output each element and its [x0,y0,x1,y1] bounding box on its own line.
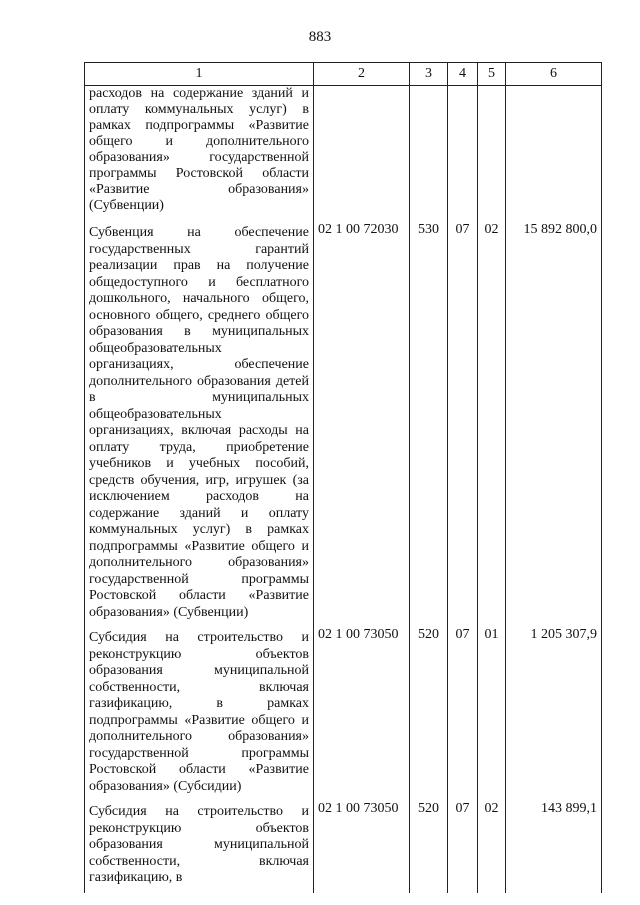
row-description: Субсидия на строительство и реконструкцию объектов образования муниципальной собственности, включая газификацию, в [85,801,314,893]
row-rz: 07 [448,222,478,627]
row-vr: 530 [410,222,448,627]
header-col-5: 5 [478,63,506,86]
row-code: 02 1 00 73050 [314,801,410,893]
header-col-4: 4 [448,63,478,86]
row-rz [448,86,478,223]
budget-table [84,62,602,893]
table-row [85,627,602,801]
row-amount: 15 892 800,0 [506,222,602,627]
row-pr [478,86,506,223]
table-row [85,801,602,893]
row-amount: 143 899,1 [506,801,602,893]
row-rz: 07 [448,627,478,801]
header-col-1: 1 [85,63,314,86]
row-vr: 520 [410,801,448,893]
page-number: 883 [308,29,332,45]
row-description: расходов на содержание зданий и оплату коммунальных услуг) в рамках подпрограммы «Развитие общего и дополнительного образования» государственной программы Ростовской области «Развитие образования» (Субвенции) [85,86,314,223]
row-description: Субсидия на строительство и реконструкцию объектов образования муниципальной собственности, включая газификацию, в рамках подпрограммы «Развитие общего и дополнительного образования» государственной программы Ростовской области «Развитие образования» (Субсидии) [85,627,314,801]
header-col-6: 6 [506,63,602,86]
row-amount [506,86,602,223]
row-vr [410,86,448,223]
header-col-2: 2 [314,63,410,86]
table-header [85,63,602,86]
row-vr: 520 [410,627,448,801]
row-code: 02 1 00 72030 [314,222,410,627]
row-pr: 02 [478,801,506,893]
row-pr: 01 [478,627,506,801]
row-code [314,86,410,223]
row-pr: 02 [478,222,506,627]
row-description: Субвенция на обеспечение государственных гарантий реализации прав на получение общедоступного и бесплатного дошкольного, начального общего, основного общего, среднего общего образования в муниципальных общеобразовательных организациях, обеспечение дополнительного образования детей в муниципальных общеобразовательных организациях, включая расходы на оплату труда, приобретение учебников и учебных пособий, средств обучения, игр, игрушек (за исключением расходов на содержание зданий и оплату коммунальных услуг) в рамках подпрограммы «Развитие общего и дополнительного образования» государственной программы Ростовской области «Развитие образования» (Субвенции) [85,222,314,627]
row-code: 02 1 00 73050 [314,627,410,801]
row-amount: 1 205 307,9 [506,627,602,801]
table-row [85,222,602,627]
row-rz: 07 [448,801,478,893]
header-col-3: 3 [410,63,448,86]
table-row [85,86,602,223]
